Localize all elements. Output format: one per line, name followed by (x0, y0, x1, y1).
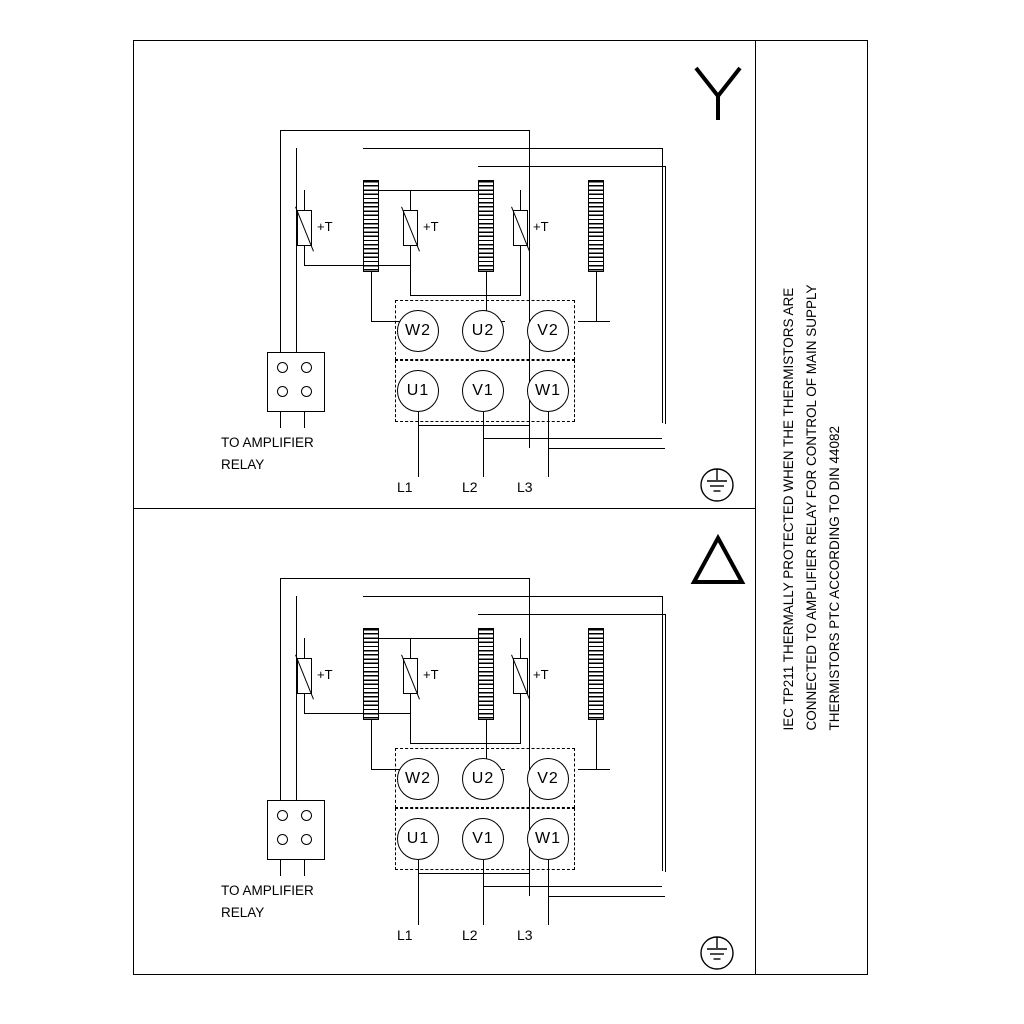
thermistor-3-top-lead (520, 190, 521, 210)
amplifier-label-line2: RELAY (221, 457, 265, 472)
terminal-v1[interactable]: V1 (462, 370, 504, 412)
thermistor-1-label: +T (317, 219, 333, 234)
supply-label-l3: L3 (517, 479, 533, 495)
amplifier-terminal-1[interactable] (277, 362, 288, 373)
thermistor-chain-1 (304, 713, 410, 714)
wire-rail-a (280, 578, 530, 579)
winding-coil-2 (478, 180, 494, 272)
amplifier-terminal-4[interactable] (301, 834, 312, 845)
panel-delta (133, 508, 755, 976)
wire-rail-b (363, 596, 663, 597)
terminal-w1[interactable]: W1 (527, 818, 569, 860)
wire-rail-a (280, 130, 530, 131)
amplifier-lead-2 (304, 860, 305, 876)
amplifier-label-line1: TO AMPLIFIER (221, 435, 314, 450)
coil-lead-1 (371, 272, 372, 322)
thermistor-1-bottom-lead (304, 246, 305, 266)
wire-right-c (665, 166, 666, 424)
amplifier-terminal-4[interactable] (301, 386, 312, 397)
terminal-w2[interactable]: W2 (397, 758, 439, 800)
wire-right-b (662, 148, 663, 423)
terminal-v2[interactable]: V2 (527, 310, 569, 352)
thermistor-2-top-lead (410, 190, 411, 210)
thermistor-2-bottom-lead (410, 246, 411, 296)
thermistor-1-top-lead (304, 638, 305, 658)
wire-rail-c (478, 614, 666, 615)
thermistor-3-bottom-lead (520, 694, 521, 744)
thermistor-3-top-lead (520, 638, 521, 658)
bottom-bus-a (418, 873, 529, 874)
supply-lead-l3 (548, 860, 549, 925)
supply-lead-l1 (418, 412, 419, 477)
thermistor-3-label: +T (533, 667, 549, 682)
thermistor-chain-3 (410, 743, 520, 744)
amplifier-label-line1: TO AMPLIFIER (221, 883, 314, 898)
thermistor-3 (513, 210, 528, 246)
coil-lead-3 (596, 720, 597, 770)
earth-symbol (691, 928, 743, 978)
winding-coil-2 (478, 628, 494, 720)
amplifier-terminal-3[interactable] (277, 386, 288, 397)
thermistor-3 (513, 658, 528, 694)
terminal-w2[interactable]: W2 (397, 310, 439, 352)
amplifier-terminal-2[interactable] (301, 362, 312, 373)
terminal-v1[interactable]: V1 (462, 818, 504, 860)
amplifier-terminal-3[interactable] (277, 834, 288, 845)
bottom-bus-b (483, 438, 662, 439)
amplifier-connector-block[interactable] (267, 352, 325, 412)
terminal-u1[interactable]: U1 (397, 818, 439, 860)
thermistor-2-bottom-lead (410, 694, 411, 744)
thermistor-3-diagonal (511, 655, 530, 700)
caption-line-1: IEC TP211 THERMALLY PROTECTED WHEN THE THERMISTORS ARE (781, 287, 796, 731)
thermistor-2-label: +T (423, 667, 439, 682)
bottom-bus-c (548, 896, 665, 897)
wire-left-a (280, 578, 281, 833)
panel-star (133, 40, 755, 508)
caption-column (755, 40, 868, 975)
caption-line-3: THERMISTORS PTC ACCORDING TO DIN 44082 (827, 425, 842, 731)
amplifier-label-line2: RELAY (221, 905, 265, 920)
terminal-u2[interactable]: U2 (462, 758, 504, 800)
thermistor-2 (403, 658, 418, 694)
coil-lead-1 (371, 720, 372, 770)
winding-coil-3 (588, 180, 604, 272)
terminal-u1[interactable]: U1 (397, 370, 439, 412)
supply-label-l2: L2 (462, 479, 478, 495)
thermistor-1 (297, 210, 312, 246)
thermistor-2-label: +T (423, 219, 439, 234)
supply-label-l1: L1 (397, 479, 413, 495)
caption-line-2: CONNECTED TO AMPLIFIER RELAY FOR CONTROL OF MAIN SUPPLY (804, 284, 819, 731)
amplifier-lead-1 (280, 860, 281, 876)
thermistor-3-bottom-lead (520, 246, 521, 296)
thermistor-1-label: +T (317, 667, 333, 682)
wire-rail-b (363, 148, 663, 149)
amplifier-connector-block[interactable] (267, 800, 325, 860)
wire-left-b (296, 148, 297, 385)
thermistor-chain-1 (304, 265, 410, 266)
star-symbol (688, 62, 748, 124)
winding-coil-3 (588, 628, 604, 720)
wire-left-b (296, 596, 297, 833)
bottom-bus-a (418, 425, 529, 426)
bottom-bus-c (548, 448, 665, 449)
amplifier-terminal-2[interactable] (301, 810, 312, 821)
bottom-bus-b (483, 886, 662, 887)
supply-lead-l3 (548, 412, 549, 477)
supply-label-l2: L2 (462, 927, 478, 943)
thermistor-chain-2 (373, 190, 493, 191)
coil-lead-3-h (578, 321, 610, 322)
supply-label-l3: L3 (517, 927, 533, 943)
winding-coil-1 (363, 180, 379, 272)
amplifier-lead-1 (280, 412, 281, 428)
thermistor-1-diagonal (295, 207, 314, 252)
terminal-w1[interactable]: W1 (527, 370, 569, 412)
thermistor-1-top-lead (304, 190, 305, 210)
terminal-v2[interactable]: V2 (527, 758, 569, 800)
wire-right-c (665, 614, 666, 872)
supply-lead-l2 (483, 860, 484, 925)
thermistor-1 (297, 658, 312, 694)
wire-left-a (280, 130, 281, 385)
earth-symbol (691, 460, 743, 510)
thermistor-1-diagonal (295, 655, 314, 700)
thermistor-2-diagonal (401, 655, 420, 700)
winding-coil-1 (363, 628, 379, 720)
amplifier-terminal-1[interactable] (277, 810, 288, 821)
supply-label-l1: L1 (397, 927, 413, 943)
supply-lead-l2 (483, 412, 484, 477)
coil-lead-3 (596, 272, 597, 322)
thermistor-2 (403, 210, 418, 246)
amplifier-lead-2 (304, 412, 305, 428)
thermistor-chain-2 (373, 638, 493, 639)
thermistor-2-top-lead (410, 638, 411, 658)
delta-symbol (688, 530, 748, 592)
terminal-u2[interactable]: U2 (462, 310, 504, 352)
wire-right-b (662, 596, 663, 871)
thermistor-3-diagonal (511, 207, 530, 252)
coil-lead-3-h (578, 769, 610, 770)
thermistor-chain-3 (410, 295, 520, 296)
thermistor-1-bottom-lead (304, 694, 305, 714)
supply-lead-l1 (418, 860, 419, 925)
thermistor-3-label: +T (533, 219, 549, 234)
thermistor-2-diagonal (401, 207, 420, 252)
wire-rail-c (478, 166, 666, 167)
